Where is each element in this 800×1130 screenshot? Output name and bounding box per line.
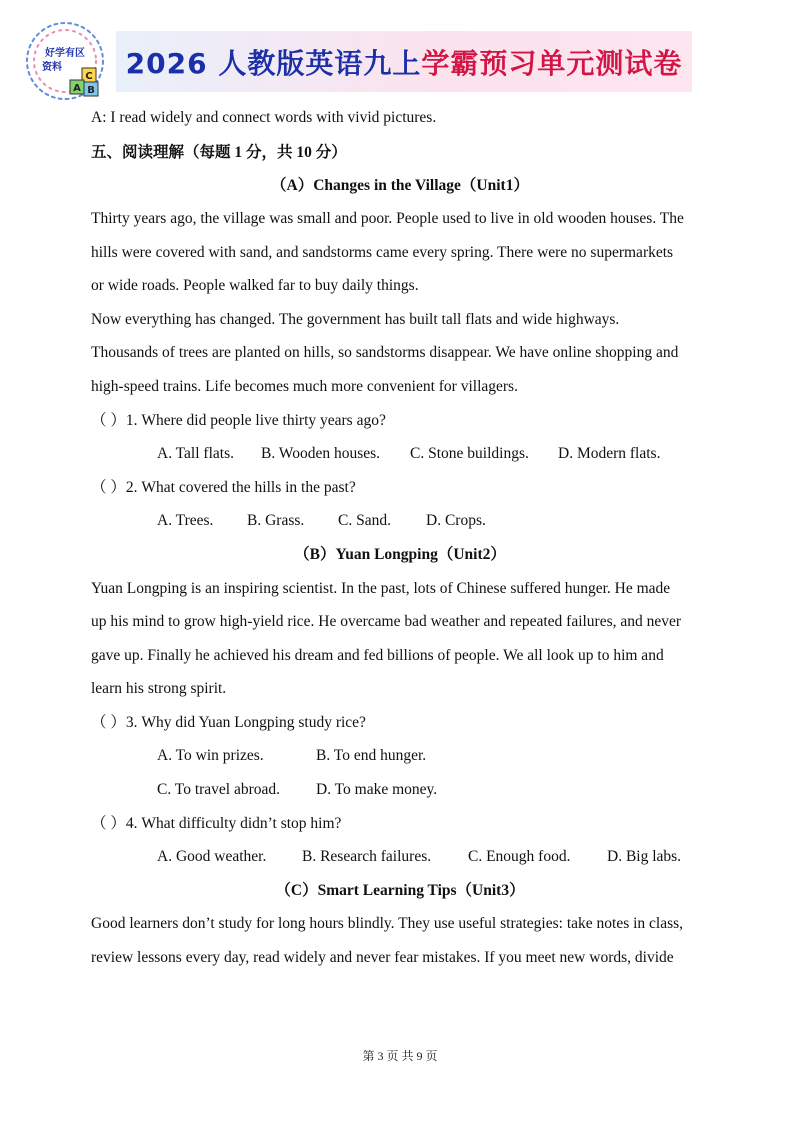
question-2-option-b: B. Grass. xyxy=(247,512,305,529)
passage-c-line-2: review lessons every day, read widely and never fear mistakes. If you meet new words, divide xyxy=(91,949,674,966)
question-3-stem: （ ）3. Why did Yuan Longping study rice? xyxy=(91,714,366,731)
logo-block-a: A xyxy=(73,83,81,94)
passage-a-line-3: or wide roads. People walked far to buy daily things. xyxy=(91,277,419,294)
question-4-option-c: C. Enough food. xyxy=(468,848,571,865)
question-2-option-a: A. Trees. xyxy=(157,512,214,529)
banner-title-part2: 学霸预习单元测试卷 xyxy=(421,46,683,80)
question-3-option-c: C. To travel abroad. xyxy=(157,781,281,798)
header-banner xyxy=(116,31,692,92)
question-2-option-d: D. Crops. xyxy=(426,512,486,529)
passage-a-title: （A）Changes in the Village（Unit1） xyxy=(271,177,529,194)
passage-b-line-3: gave up. Finally he achieved his dream and fed billions of people. We all look up to him and xyxy=(91,647,664,664)
passage-b-line-4: learn his strong spirit. xyxy=(91,680,227,697)
passage-b-line-1: Yuan Longping is an inspiring scientist. In the past, lots of Chinese suffered hunger. He made xyxy=(91,580,671,597)
question-4-stem: （ ）4. What difficulty didn’t stop him? xyxy=(91,815,342,832)
logo-text-2: 资料 xyxy=(42,62,62,73)
passage-b-line-2: up his mind to grow high-yield rice. He overcame bad weather and repeated failures, and never xyxy=(91,613,682,630)
logo-icon xyxy=(22,18,108,104)
question-4-option-a: A. Good weather. xyxy=(157,848,267,865)
top-line: A: I read widely and connect words with vivid pictures. xyxy=(91,109,437,126)
question-2-stem: （ ）2. What covered the hills in the past? xyxy=(91,479,356,496)
passage-a-line-6: high-speed trains. Life becomes much more convenient for villagers. xyxy=(91,378,518,395)
page-footer: 第 3 页 共 9 页 xyxy=(362,1049,438,1063)
banner-title-part1: 2026 人教版英语九上 xyxy=(125,46,422,80)
question-1-option-d: D. Modern flats. xyxy=(558,445,661,462)
section-heading: 五、阅读理解（每题 1 分，共 10 分） xyxy=(91,144,347,161)
passage-c-line-1: Good learners don’t study for long hours blindly. They use useful strategies: take notes in class, xyxy=(91,915,684,932)
question-1-option-a: A. Tall flats. xyxy=(157,445,234,462)
logo-text-1: 好学有区 xyxy=(45,48,85,59)
question-2-option-c: C. Sand. xyxy=(338,512,391,529)
logo-block-b: B xyxy=(87,85,95,96)
passage-a-line-1: Thirty years ago, the village was small and poor. People used to live in old wooden houses. The xyxy=(91,210,684,227)
passage-b-title: （B）Yuan Longping（Unit2） xyxy=(294,546,506,563)
passage-a-line-4: Now everything has changed. The government has built tall flats and wide highways. xyxy=(91,311,620,328)
passage-c-title: （C）Smart Learning Tips（Unit3） xyxy=(275,882,525,899)
passage-a-line-2: hills were covered with sand, and sandstorms came every spring. There were no supermarkets xyxy=(91,244,674,261)
question-3-option-d: D. To make money. xyxy=(316,781,438,798)
logo-block-c: C xyxy=(85,71,93,82)
question-4-option-d: D. Big labs. xyxy=(607,848,682,865)
question-3-option-b: B. To end hunger. xyxy=(316,747,427,764)
question-4-option-b: B. Research failures. xyxy=(302,848,432,865)
passage-a-line-5: Thousands of trees are planted on hills, so sandstorms disappear. We have online shopping and xyxy=(91,344,679,361)
question-3-option-a: A. To win prizes. xyxy=(157,747,264,764)
question-1-stem: （ ）1. Where did people live thirty years ago? xyxy=(91,412,386,429)
question-1-option-b: B. Wooden houses. xyxy=(261,445,381,462)
question-1-option-c: C. Stone buildings. xyxy=(410,445,529,462)
